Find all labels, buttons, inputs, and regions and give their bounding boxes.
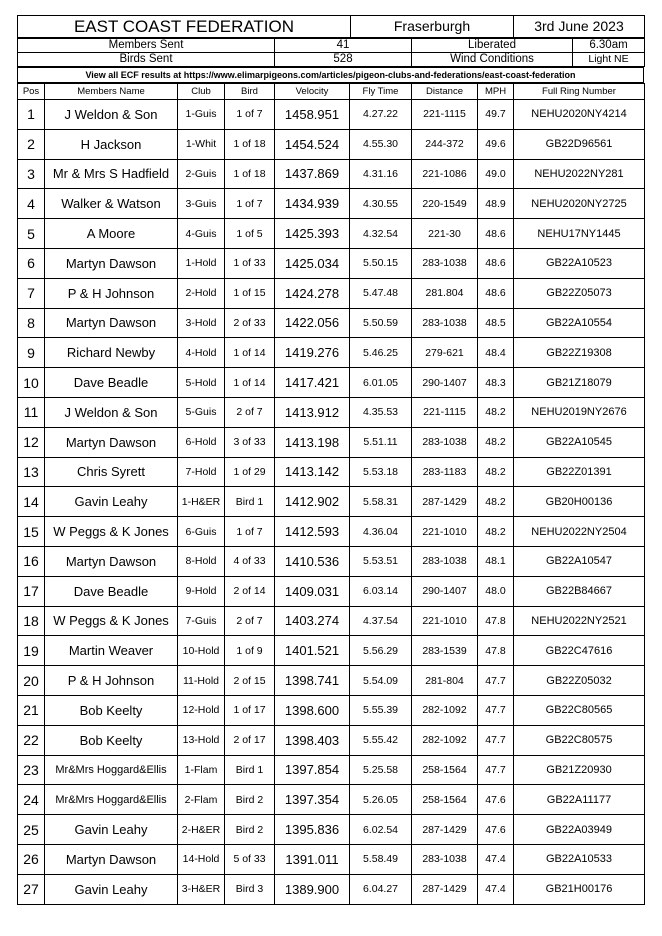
cell-mph: 47.6	[478, 815, 514, 845]
cell-club: 3-Hold	[178, 308, 225, 338]
cell-pos: 26	[18, 844, 45, 874]
cell-member-name: W Peggs & K Jones	[45, 606, 178, 636]
cell-mph: 48.2	[478, 517, 514, 547]
cell-bird: Bird 2	[225, 815, 275, 845]
cell-member-name: Martyn Dawson	[45, 248, 178, 278]
cell-pos: 23	[18, 755, 45, 785]
cell-velocity: 1413.912	[275, 397, 350, 427]
cell-bird: 2 of 7	[225, 397, 275, 427]
cell-mph: 48.6	[478, 278, 514, 308]
cell-mph: 47.4	[478, 844, 514, 874]
cell-distance: 221-1115	[412, 100, 478, 130]
cell-member-name: H Jackson	[45, 129, 178, 159]
birds-sent-label: Birds Sent	[18, 53, 275, 67]
cell-ring-number: GB22B84667	[514, 576, 645, 606]
cell-velocity: 1417.421	[275, 368, 350, 398]
cell-ring-number: GB20H00136	[514, 487, 645, 517]
cell-ring-number: NEHU2019NY2676	[514, 397, 645, 427]
cell-bird: 1 of 14	[225, 368, 275, 398]
cell-pos: 7	[18, 278, 45, 308]
cell-mph: 47.6	[478, 785, 514, 815]
cell-member-name: Bob Keelty	[45, 725, 178, 755]
cell-fly-time: 5.58.49	[350, 844, 412, 874]
cell-fly-time: 4.36.04	[350, 517, 412, 547]
cell-pos: 21	[18, 695, 45, 725]
cell-distance: 221-1115	[412, 397, 478, 427]
cell-ring-number: GB22A10523	[514, 248, 645, 278]
cell-member-name: Martin Weaver	[45, 636, 178, 666]
cell-bird: Bird 1	[225, 755, 275, 785]
table-row	[18, 368, 645, 398]
cell-club: 5-Guis	[178, 397, 225, 427]
cell-member-name: Gavin Leahy	[45, 815, 178, 845]
cell-bird: Bird 3	[225, 874, 275, 904]
cell-distance: 282-1092	[412, 725, 478, 755]
cell-mph: 49.0	[478, 159, 514, 189]
cell-velocity: 1395.836	[275, 815, 350, 845]
cell-distance: 282-1092	[412, 695, 478, 725]
cell-mph: 47.8	[478, 636, 514, 666]
cell-velocity: 1391.011	[275, 844, 350, 874]
cell-pos: 24	[18, 785, 45, 815]
cell-mph: 47.7	[478, 725, 514, 755]
table-row	[18, 785, 645, 815]
cell-ring-number: GB22C80565	[514, 695, 645, 725]
cell-bird: 3 of 33	[225, 427, 275, 457]
cell-ring-number: NEHU17NY1445	[514, 219, 645, 249]
cell-member-name: Martyn Dawson	[45, 844, 178, 874]
cell-member-name: Dave Beadle	[45, 576, 178, 606]
cell-mph: 48.2	[478, 427, 514, 457]
cell-bird: Bird 2	[225, 785, 275, 815]
cell-club: 1-Flam	[178, 755, 225, 785]
cell-distance: 283-1038	[412, 427, 478, 457]
cell-velocity: 1412.593	[275, 517, 350, 547]
cell-club: 3-Guis	[178, 189, 225, 219]
table-row	[18, 844, 645, 874]
cell-member-name: Bob Keelty	[45, 695, 178, 725]
link-table	[17, 67, 644, 83]
cell-mph: 48.5	[478, 308, 514, 338]
liberated-label: Liberated	[412, 39, 573, 53]
cell-velocity: 1425.393	[275, 219, 350, 249]
cell-velocity: 1389.900	[275, 874, 350, 904]
cell-club: 5-Hold	[178, 368, 225, 398]
members-sent-value: 41	[275, 39, 412, 53]
cell-fly-time: 5.53.51	[350, 546, 412, 576]
cell-pos: 11	[18, 397, 45, 427]
cell-pos: 22	[18, 725, 45, 755]
cell-fly-time: 5.25.58	[350, 755, 412, 785]
cell-velocity: 1398.403	[275, 725, 350, 755]
cell-member-name: Chris Syrett	[45, 457, 178, 487]
cell-ring-number: GB22A11177	[514, 785, 645, 815]
cell-velocity: 1413.198	[275, 427, 350, 457]
cell-distance: 258-1564	[412, 785, 478, 815]
cell-pos: 2	[18, 129, 45, 159]
cell-club: 3-H&ER	[178, 874, 225, 904]
col-members-name: Members Name	[45, 84, 178, 100]
cell-pos: 12	[18, 427, 45, 457]
cell-fly-time: 4.27.22	[350, 100, 412, 130]
table-row	[18, 100, 645, 130]
cell-fly-time: 5.55.39	[350, 695, 412, 725]
cell-ring-number: GB22C47616	[514, 636, 645, 666]
cell-club: 2-Hold	[178, 278, 225, 308]
cell-member-name: W Peggs & K Jones	[45, 517, 178, 547]
cell-mph: 48.2	[478, 397, 514, 427]
cell-ring-number: NEHU2020NY4214	[514, 100, 645, 130]
cell-fly-time: 6.03.14	[350, 576, 412, 606]
col-ring-number: Full Ring Number	[514, 84, 645, 100]
cell-distance: 283-1038	[412, 546, 478, 576]
cell-velocity: 1397.354	[275, 785, 350, 815]
cell-distance: 221-1010	[412, 606, 478, 636]
table-row	[18, 248, 645, 278]
cell-pos: 6	[18, 248, 45, 278]
cell-fly-time: 5.54.09	[350, 666, 412, 696]
cell-club: 2-H&ER	[178, 815, 225, 845]
wind-label: Wind Conditions	[412, 53, 573, 67]
race-location: Fraserburgh	[351, 16, 514, 38]
cell-pos: 8	[18, 308, 45, 338]
cell-distance: 221-30	[412, 219, 478, 249]
col-club: Club	[178, 84, 225, 100]
cell-fly-time: 6.02.54	[350, 815, 412, 845]
cell-ring-number: NEHU2020NY2725	[514, 189, 645, 219]
cell-mph: 48.3	[478, 368, 514, 398]
cell-pos: 3	[18, 159, 45, 189]
cell-pos: 5	[18, 219, 45, 249]
cell-club: 14-Hold	[178, 844, 225, 874]
cell-bird: 2 of 7	[225, 606, 275, 636]
table-row	[18, 576, 645, 606]
table-row	[18, 517, 645, 547]
table-row	[18, 338, 645, 368]
cell-bird: 2 of 15	[225, 666, 275, 696]
cell-fly-time: 6.01.05	[350, 368, 412, 398]
cell-club: 6-Guis	[178, 517, 225, 547]
cell-bird: 1 of 7	[225, 100, 275, 130]
cell-ring-number: GB21Z20930	[514, 755, 645, 785]
cell-fly-time: 5.53.18	[350, 457, 412, 487]
cell-pos: 18	[18, 606, 45, 636]
cell-member-name: Mr&Mrs Hoggard&Ellis	[45, 755, 178, 785]
table-row	[18, 159, 645, 189]
cell-fly-time: 5.50.15	[350, 248, 412, 278]
cell-member-name: Mr & Mrs S Hadfield	[45, 159, 178, 189]
cell-pos: 20	[18, 666, 45, 696]
cell-bird: 1 of 18	[225, 129, 275, 159]
cell-fly-time: 5.56.29	[350, 636, 412, 666]
cell-ring-number: NEHU2022NY2504	[514, 517, 645, 547]
table-row	[18, 457, 645, 487]
table-row	[18, 874, 645, 904]
cell-club: 11-Hold	[178, 666, 225, 696]
cell-club: 4-Hold	[178, 338, 225, 368]
table-row	[18, 487, 645, 517]
cell-velocity: 1458.951	[275, 100, 350, 130]
cell-fly-time: 5.46.25	[350, 338, 412, 368]
cell-mph: 49.7	[478, 100, 514, 130]
cell-club: 9-Hold	[178, 576, 225, 606]
cell-fly-time: 4.37.54	[350, 606, 412, 636]
cell-fly-time: 5.50.59	[350, 308, 412, 338]
cell-distance: 221-1086	[412, 159, 478, 189]
cell-fly-time: 5.55.42	[350, 725, 412, 755]
cell-bird: 1 of 14	[225, 338, 275, 368]
cell-distance: 220-1549	[412, 189, 478, 219]
race-date: 3rd June 2023	[514, 16, 645, 38]
cell-member-name: Walker & Watson	[45, 189, 178, 219]
col-bird: Bird	[225, 84, 275, 100]
table-row	[18, 278, 645, 308]
cell-velocity: 1419.276	[275, 338, 350, 368]
birds-sent-value: 528	[275, 53, 412, 67]
cell-club: 12-Hold	[178, 695, 225, 725]
cell-club: 13-Hold	[178, 725, 225, 755]
liberated-value: 6.30am	[573, 39, 645, 53]
results-table	[17, 83, 645, 905]
cell-velocity: 1398.600	[275, 695, 350, 725]
cell-pos: 4	[18, 189, 45, 219]
cell-mph: 48.2	[478, 487, 514, 517]
cell-fly-time: 5.47.48	[350, 278, 412, 308]
cell-bird: 1 of 17	[225, 695, 275, 725]
cell-bird: 1 of 15	[225, 278, 275, 308]
cell-member-name: Dave Beadle	[45, 368, 178, 398]
cell-pos: 10	[18, 368, 45, 398]
cell-ring-number: GB22Z01391	[514, 457, 645, 487]
federation-title: EAST COAST FEDERATION	[18, 16, 351, 38]
cell-ring-number: GB22Z05073	[514, 278, 645, 308]
cell-mph: 48.9	[478, 189, 514, 219]
wind-value: Light NE	[573, 53, 645, 67]
cell-velocity: 1403.274	[275, 606, 350, 636]
table-row	[18, 219, 645, 249]
cell-velocity: 1397.854	[275, 755, 350, 785]
table-row	[18, 427, 645, 457]
cell-velocity: 1409.031	[275, 576, 350, 606]
header-table	[17, 15, 645, 38]
cell-pos: 1	[18, 100, 45, 130]
cell-fly-time: 4.55.30	[350, 129, 412, 159]
cell-distance: 290-1407	[412, 368, 478, 398]
cell-member-name: P & H Johnson	[45, 278, 178, 308]
cell-distance: 283-1038	[412, 844, 478, 874]
cell-club: 1-Guis	[178, 100, 225, 130]
cell-member-name: Mr&Mrs Hoggard&Ellis	[45, 785, 178, 815]
cell-distance: 279-621	[412, 338, 478, 368]
cell-distance: 283-1539	[412, 636, 478, 666]
cell-pos: 13	[18, 457, 45, 487]
col-distance: Distance	[412, 84, 478, 100]
table-row	[18, 815, 645, 845]
cell-velocity: 1401.521	[275, 636, 350, 666]
cell-distance: 281-804	[412, 666, 478, 696]
cell-mph: 48.2	[478, 457, 514, 487]
cell-ring-number: GB22A10545	[514, 427, 645, 457]
table-row	[18, 636, 645, 666]
cell-fly-time: 4.31.16	[350, 159, 412, 189]
cell-club: 4-Guis	[178, 219, 225, 249]
table-row	[18, 129, 645, 159]
cell-ring-number: NEHU2022NY2521	[514, 606, 645, 636]
cell-fly-time: 4.30.55	[350, 189, 412, 219]
cell-mph: 48.6	[478, 219, 514, 249]
cell-ring-number: GB22A10547	[514, 546, 645, 576]
cell-ring-number: GB21H00176	[514, 874, 645, 904]
results-body	[18, 100, 645, 905]
cell-bird: 1 of 9	[225, 636, 275, 666]
cell-distance: 290-1407	[412, 576, 478, 606]
cell-mph: 47.7	[478, 695, 514, 725]
table-row	[18, 695, 645, 725]
cell-bird: 5 of 33	[225, 844, 275, 874]
cell-member-name: A Moore	[45, 219, 178, 249]
cell-velocity: 1424.278	[275, 278, 350, 308]
cell-member-name: Martyn Dawson	[45, 308, 178, 338]
cell-bird: 1 of 7	[225, 517, 275, 547]
cell-velocity: 1410.536	[275, 546, 350, 576]
cell-fly-time: 6.04.27	[350, 874, 412, 904]
cell-club: 8-Hold	[178, 546, 225, 576]
cell-club: 10-Hold	[178, 636, 225, 666]
cell-velocity: 1454.524	[275, 129, 350, 159]
results-sheet	[17, 15, 644, 905]
cell-ring-number: GB22A10554	[514, 308, 645, 338]
cell-distance: 283-1038	[412, 248, 478, 278]
col-pos: Pos	[18, 84, 45, 100]
cell-member-name: J Weldon & Son	[45, 100, 178, 130]
cell-distance: 283-1038	[412, 308, 478, 338]
cell-bird: 2 of 17	[225, 725, 275, 755]
cell-member-name: Gavin Leahy	[45, 874, 178, 904]
cell-fly-time: 4.32.54	[350, 219, 412, 249]
cell-velocity: 1425.034	[275, 248, 350, 278]
cell-distance: 244-372	[412, 129, 478, 159]
cell-bird: 2 of 33	[225, 308, 275, 338]
cell-distance: 258-1564	[412, 755, 478, 785]
results-link[interactable]: View all ECF results at https://www.elimarpigeons.com/articles/pigeon-clubs-and-federations/east-coast-federation	[18, 68, 644, 83]
cell-mph: 47.7	[478, 755, 514, 785]
table-row	[18, 308, 645, 338]
cell-club: 7-Hold	[178, 457, 225, 487]
cell-pos: 19	[18, 636, 45, 666]
cell-member-name: Richard Newby	[45, 338, 178, 368]
cell-mph: 48.1	[478, 546, 514, 576]
cell-club: 6-Hold	[178, 427, 225, 457]
cell-distance: 287-1429	[412, 815, 478, 845]
cell-ring-number: GB22Z05032	[514, 666, 645, 696]
cell-distance: 287-1429	[412, 487, 478, 517]
col-velocity: Velocity	[275, 84, 350, 100]
cell-club: 1-Whit	[178, 129, 225, 159]
cell-ring-number: GB21Z18079	[514, 368, 645, 398]
cell-mph: 48.4	[478, 338, 514, 368]
cell-bird: 1 of 18	[225, 159, 275, 189]
cell-fly-time: 5.58.31	[350, 487, 412, 517]
table-row	[18, 725, 645, 755]
cell-bird: 1 of 29	[225, 457, 275, 487]
cell-velocity: 1413.142	[275, 457, 350, 487]
cell-bird: 4 of 33	[225, 546, 275, 576]
cell-fly-time: 4.35.53	[350, 397, 412, 427]
members-sent-label: Members Sent	[18, 39, 275, 53]
cell-bird: 1 of 33	[225, 248, 275, 278]
cell-member-name: Gavin Leahy	[45, 487, 178, 517]
table-row	[18, 755, 645, 785]
cell-velocity: 1398.741	[275, 666, 350, 696]
table-row	[18, 189, 645, 219]
cell-ring-number: GB22D96561	[514, 129, 645, 159]
cell-club: 7-Guis	[178, 606, 225, 636]
cell-distance: 221-1010	[412, 517, 478, 547]
cell-bird: 1 of 5	[225, 219, 275, 249]
cell-mph: 47.4	[478, 874, 514, 904]
cell-pos: 14	[18, 487, 45, 517]
table-row	[18, 546, 645, 576]
table-row	[18, 606, 645, 636]
cell-member-name: Martyn Dawson	[45, 427, 178, 457]
cell-mph: 48.0	[478, 576, 514, 606]
cell-pos: 15	[18, 517, 45, 547]
cell-mph: 48.6	[478, 248, 514, 278]
table-row	[18, 666, 645, 696]
cell-bird: 2 of 14	[225, 576, 275, 606]
col-mph: MPH	[478, 84, 514, 100]
cell-ring-number: GB22C80575	[514, 725, 645, 755]
cell-ring-number: GB22A10533	[514, 844, 645, 874]
summary-table	[17, 38, 645, 67]
cell-distance: 287-1429	[412, 874, 478, 904]
cell-bird: 1 of 7	[225, 189, 275, 219]
cell-pos: 17	[18, 576, 45, 606]
cell-club: 1-Hold	[178, 248, 225, 278]
cell-club: 1-H&ER	[178, 487, 225, 517]
cell-member-name: Martyn Dawson	[45, 546, 178, 576]
cell-pos: 27	[18, 874, 45, 904]
cell-velocity: 1412.902	[275, 487, 350, 517]
cell-distance: 281.804	[412, 278, 478, 308]
cell-fly-time: 5.26.05	[350, 785, 412, 815]
cell-distance: 283-1183	[412, 457, 478, 487]
cell-velocity: 1422.056	[275, 308, 350, 338]
cell-velocity: 1437.869	[275, 159, 350, 189]
cell-ring-number: GB22Z19308	[514, 338, 645, 368]
cell-fly-time: 5.51.11	[350, 427, 412, 457]
cell-club: 2-Flam	[178, 785, 225, 815]
cell-member-name: J Weldon & Son	[45, 397, 178, 427]
cell-member-name: P & H Johnson	[45, 666, 178, 696]
table-row	[18, 397, 645, 427]
cell-ring-number: GB22A03949	[514, 815, 645, 845]
cell-club: 2-Guis	[178, 159, 225, 189]
cell-mph: 47.8	[478, 606, 514, 636]
cell-bird: Bird 1	[225, 487, 275, 517]
cell-velocity: 1434.939	[275, 189, 350, 219]
cell-pos: 16	[18, 546, 45, 576]
col-fly-time: Fly Time	[350, 84, 412, 100]
cell-ring-number: NEHU2022NY281	[514, 159, 645, 189]
cell-mph: 49.6	[478, 129, 514, 159]
cell-pos: 9	[18, 338, 45, 368]
cell-mph: 47.7	[478, 666, 514, 696]
cell-pos: 25	[18, 815, 45, 845]
